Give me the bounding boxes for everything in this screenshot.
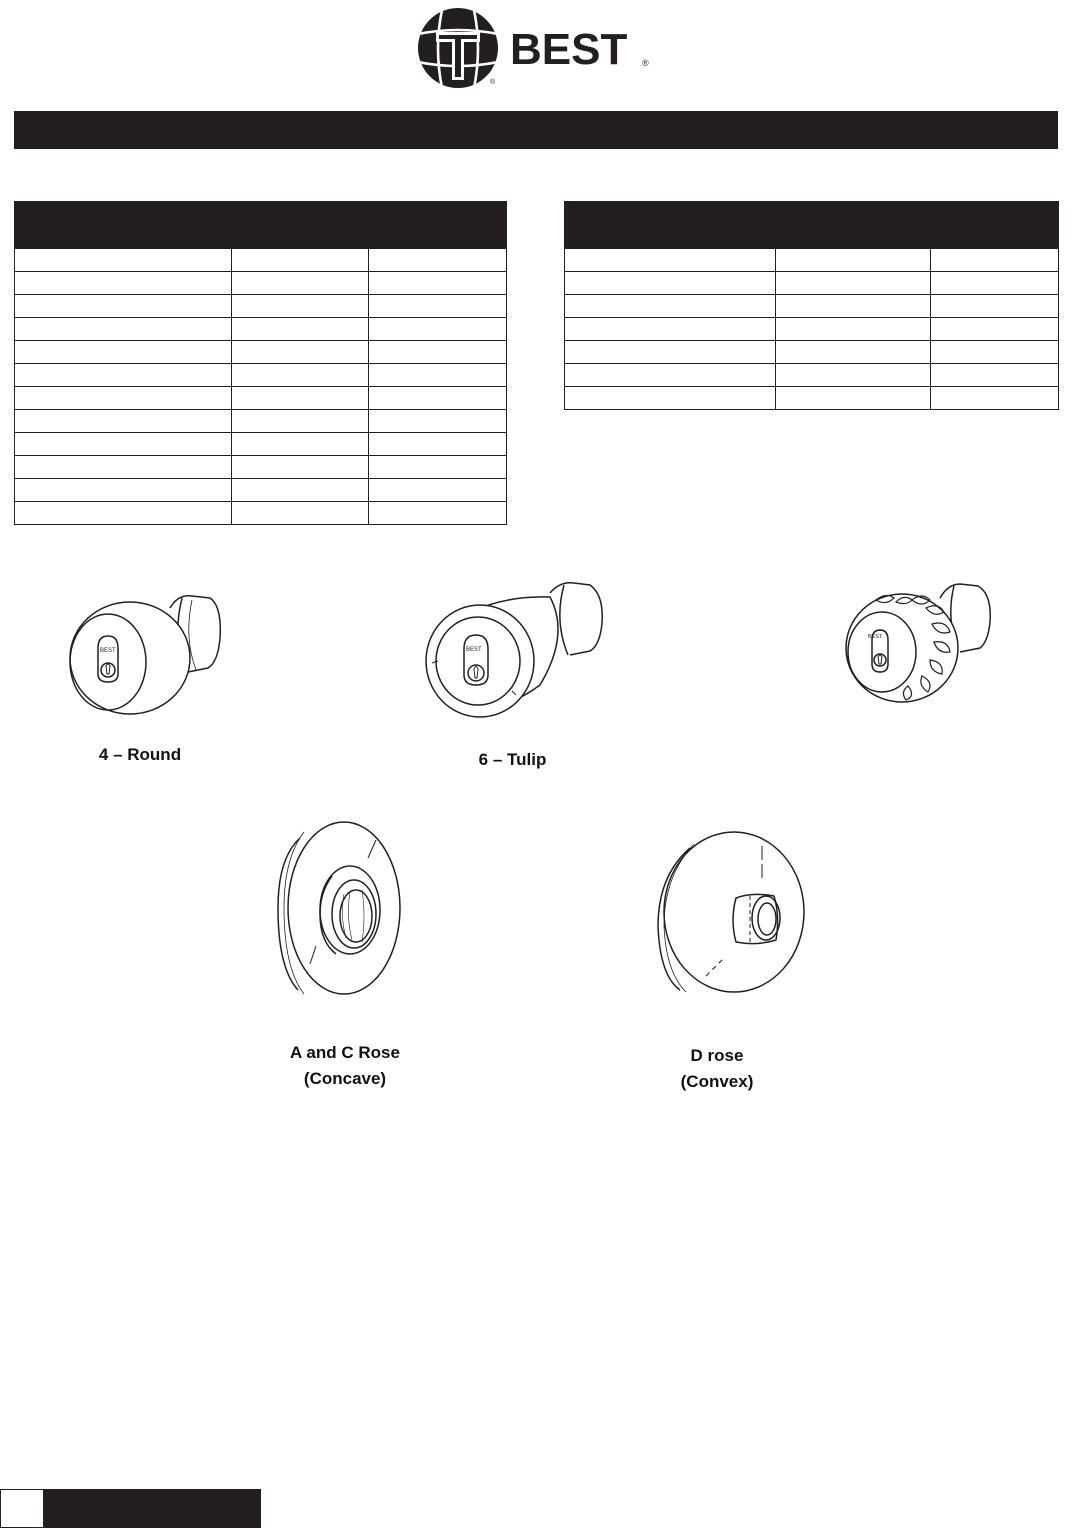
knob-brand-mark: BEST [100, 648, 116, 654]
concave-rose-caption-line1: A and C Rose [290, 1043, 400, 1062]
table-cell [369, 364, 507, 387]
table-row [15, 479, 507, 502]
rose-options-table [564, 201, 1059, 410]
table-row [15, 341, 507, 364]
table-cell [931, 249, 1059, 272]
table-row [15, 318, 507, 341]
table-row [565, 318, 1059, 341]
table-cell [565, 295, 776, 318]
table-cell [565, 364, 776, 387]
concave-rose-caption-line2: (Concave) [303, 1069, 387, 1088]
table-cell [15, 249, 232, 272]
table-cell [232, 387, 369, 410]
table-cell [776, 272, 931, 295]
table-cell [232, 272, 369, 295]
best-logo [414, 2, 664, 96]
table-row [15, 456, 507, 479]
table-cell [369, 272, 507, 295]
table-cell [15, 456, 232, 479]
table-row [15, 433, 507, 456]
table-cell [776, 364, 931, 387]
knob-brand-mark: BEST [466, 647, 482, 653]
table-cell [931, 387, 1059, 410]
table-cell [776, 249, 931, 272]
table-cell [369, 456, 507, 479]
table-row [15, 410, 507, 433]
tulip-knob-illustration [420, 575, 610, 725]
table-cell [565, 249, 776, 272]
table-header-cell [15, 202, 232, 249]
table-cell [369, 410, 507, 433]
round-knob-caption: 4 – Round [98, 745, 182, 764]
concave-rose-illustration [270, 818, 410, 998]
table-cell [15, 318, 232, 341]
table-row [565, 341, 1059, 364]
table-cell [776, 341, 931, 364]
table-cell [565, 341, 776, 364]
table-header-cell [931, 202, 1059, 249]
table-row [15, 364, 507, 387]
table-cell [15, 410, 232, 433]
table-cell [776, 295, 931, 318]
table-header-cell [232, 202, 369, 249]
table-cell [232, 479, 369, 502]
table-row [565, 272, 1059, 295]
table-row [15, 272, 507, 295]
table-cell [931, 295, 1059, 318]
table-row [15, 387, 507, 410]
table-cell [232, 249, 369, 272]
table-cell [369, 341, 507, 364]
table-header-row [15, 202, 507, 249]
registered-mark-globe: ® [490, 79, 496, 86]
table-row [565, 249, 1059, 272]
table-row [15, 295, 507, 318]
table-cell [565, 272, 776, 295]
table-cell [369, 502, 507, 525]
table-header-cell [776, 202, 931, 249]
table-cell [232, 318, 369, 341]
table-cell [931, 318, 1059, 341]
table-cell [232, 502, 369, 525]
table-cell [369, 387, 507, 410]
table-cell [15, 479, 232, 502]
table-cell [15, 295, 232, 318]
table-cell [931, 341, 1059, 364]
fluted-knob-illustration [836, 578, 1006, 708]
table-cell [232, 410, 369, 433]
table-row [565, 364, 1059, 387]
table-cell [931, 364, 1059, 387]
table-row [15, 249, 507, 272]
table-cell [232, 295, 369, 318]
table-cell [15, 272, 232, 295]
table-cell [776, 318, 931, 341]
table-row [565, 387, 1059, 410]
tulip-knob-caption: 6 – Tulip [478, 750, 547, 769]
table-cell [931, 272, 1059, 295]
table-row [15, 502, 507, 525]
section-banner [14, 111, 1058, 149]
convex-rose-caption-line2: (Convex) [680, 1072, 754, 1091]
table-cell [369, 249, 507, 272]
table-cell [15, 364, 232, 387]
table-body [15, 249, 507, 525]
table-cell [232, 341, 369, 364]
table-cell [369, 295, 507, 318]
brand-wordmark: BEST [510, 25, 628, 74]
footer-bar [44, 1489, 261, 1528]
table-header-row [565, 202, 1059, 249]
table-cell [369, 318, 507, 341]
convex-rose-illustration [650, 826, 810, 998]
registered-mark: ® [642, 58, 649, 68]
knob-options-table [14, 201, 507, 525]
table-body [565, 249, 1059, 410]
table-header-cell [369, 202, 507, 249]
table-cell [565, 387, 776, 410]
table-cell [15, 341, 232, 364]
round-knob-illustration [60, 578, 230, 718]
table-cell [15, 502, 232, 525]
table-cell [232, 456, 369, 479]
table-row [565, 295, 1059, 318]
table-cell [565, 318, 776, 341]
table-cell [232, 433, 369, 456]
page-number-tab [0, 1489, 44, 1528]
knob-brand-mark: BEST [868, 634, 883, 640]
table-header-cell [565, 202, 776, 249]
table-cell [15, 387, 232, 410]
table-cell [15, 433, 232, 456]
convex-rose-caption-line1: D rose [690, 1046, 744, 1065]
table-cell [369, 433, 507, 456]
table-cell [776, 387, 931, 410]
table-cell [232, 364, 369, 387]
table-cell [369, 479, 507, 502]
